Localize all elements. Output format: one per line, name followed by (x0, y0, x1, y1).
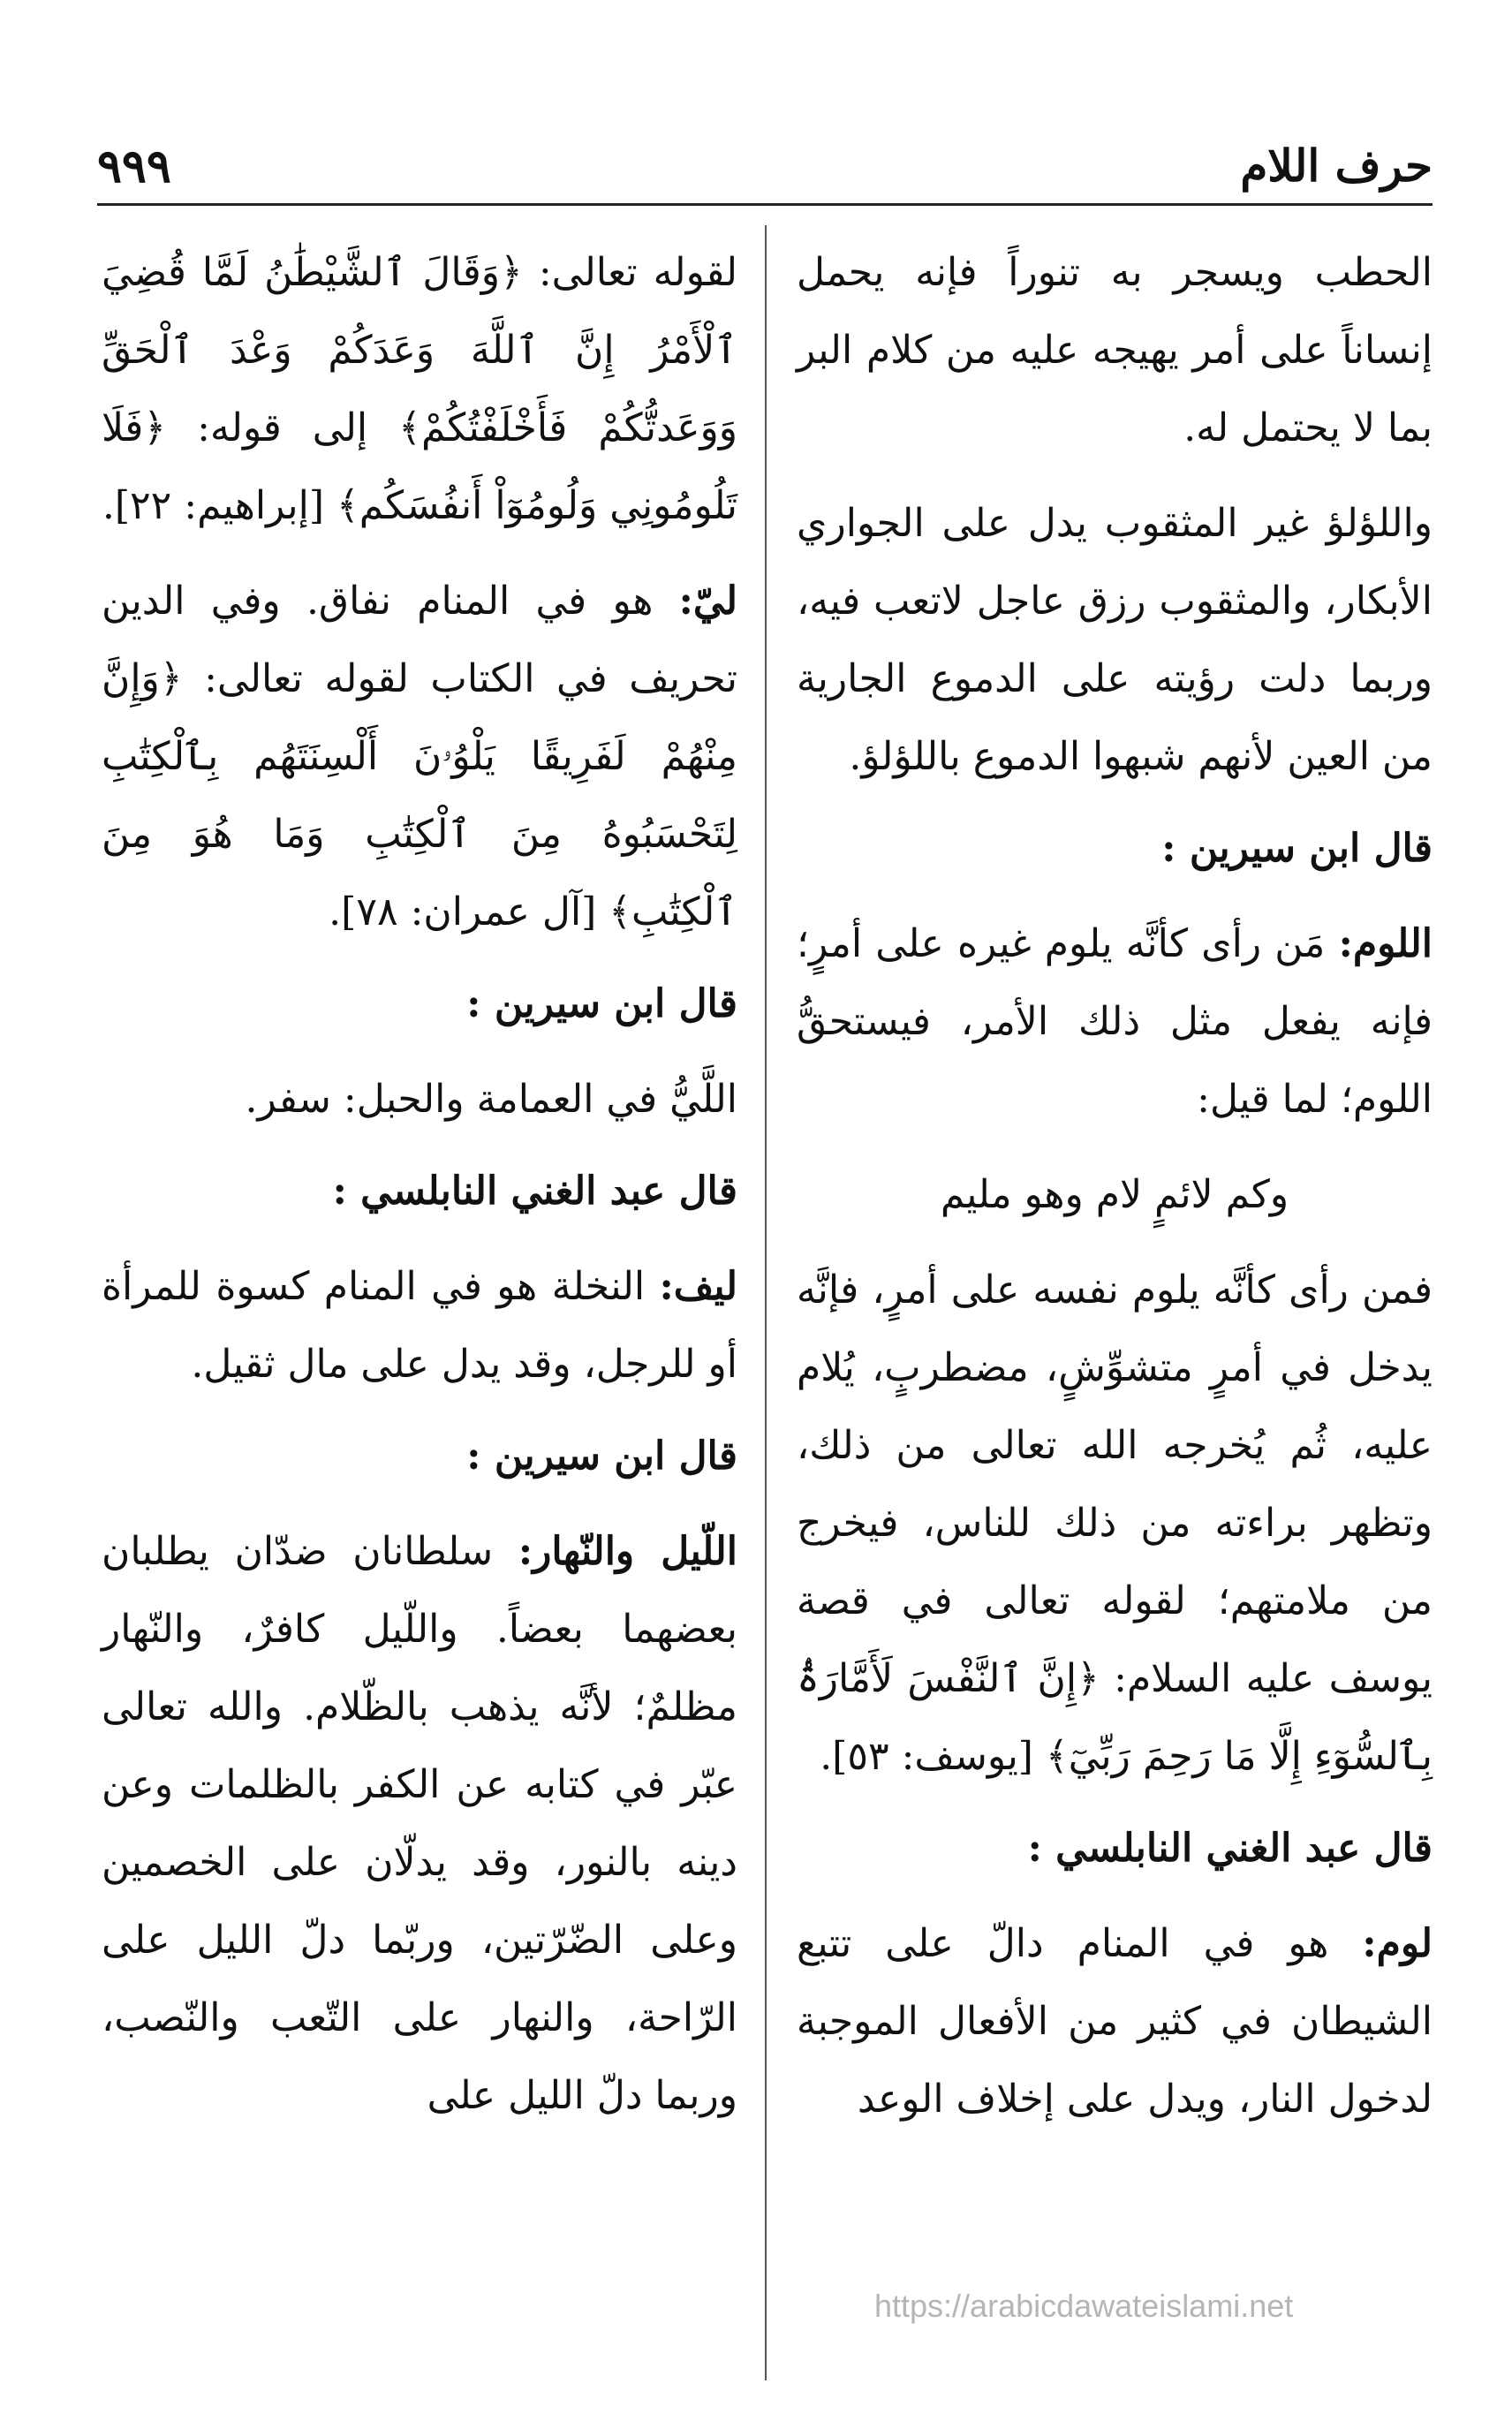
paragraph: اللَّيُّ في العمامة والحبل: سفر. (245, 1077, 737, 1122)
paragraph-text: فمن رأى كأنَّه يلوم نفسه على أمرٍ، فإنَّه يدخل في أمرٍ متشوِّشٍ، مضطربٍ، يُلام عليه، ثُم يُخرجه الله تعالى من ذلك، وتظهر براءته من ذلك للناس، فيخرج من ملامتهم؛ لقوله تعالى في قصة يوسف عليه السلام: (797, 1267, 1433, 1701)
entry-text: مَن رأى كأنَّه يلوم غيره على أمرٍ؛ فإنه يفعل مثل ذلك الأمر، فيستحقُّ اللوم؛ لما قيل: (797, 921, 1433, 1122)
section-title: حرف اللام (1240, 140, 1433, 192)
section-heading: قال ابن سيرين : (466, 1434, 737, 1479)
entry-term: اللّيل والنّهار: (518, 1529, 737, 1574)
poem-line: وكم لائمٍ لام وهو مليم (940, 1172, 1289, 1217)
entry-text: هو في المنام نفاق. وفي الدين تحريف في الكتاب لقوله تعالى: (102, 579, 737, 701)
dictionary-entry (797, 905, 1433, 1139)
paragraph: الحطب ويسجر به تنوراً فإنه يحمل إنساناً على أمر يهيجه عليه من كلام البر بما لا يحتمل له. (797, 250, 1433, 450)
section-heading: قال ابن سيرين : (466, 981, 737, 1026)
section-heading: قال عبد الغني النابلسي : (332, 1169, 737, 1214)
paragraph-text: إلى قوله: (166, 405, 399, 450)
column-divider (765, 225, 767, 2380)
verse-reference: [يوسف: ٥٣]. (820, 1734, 1046, 1779)
left-column (102, 234, 737, 2153)
right-column (797, 234, 1433, 2156)
running-head (97, 132, 1433, 206)
watermark-url: https://arabicdawateislami.net (874, 2288, 1294, 2324)
entry-text: هو في المنام دالّ على تتبع الشيطان في كثير من الأفعال الموجبة لدخول النار، ويدل على إخلاف الوعد (797, 1921, 1433, 2122)
quran-verse: ﴿وَقَالَ ٱلشَّيْطَٰنُ لَمَّا قُضِيَ ٱلْأَمْرُ إِنَّ ٱللَّهَ وَعَدَكُمْ وَعْدَ ٱلْحَقِّ وَوَعَدتُّكُمْ فَأَخْلَفْتُكُمْ﴾ (102, 250, 737, 450)
quran-verse: ﴿وَإِنَّ مِنْهُمْ لَفَرِيقًا يَلْوُۥنَ أَلْسِنَتَهُم بِٱلْكِتَٰبِ لِتَحْسَبُوهُ مِنَ ٱلْكِتَٰبِ وَمَا هُوَ مِنَ ٱلْكِتَٰبِ﴾ (102, 656, 737, 935)
entry-text: النخلة هو في المنام كسوة للمرأة أو للرجل، وقد يدل على مال ثقيل. (102, 1264, 737, 1387)
section-heading: قال ابن سيرين : (1161, 826, 1433, 871)
entry-term: اللوم: (1338, 921, 1433, 966)
entry-text: سلطانان ضدّان يطلبان بعضهما بعضاً. واللّيل كافرٌ، والنّهار مظلمٌ؛ لأنَّه يذهب بالظّلام. والله تعالى عبّر في كتابه عن الكفر بالظلمات وعن دينه بالنور، وقد يدلّان على الخصمين وعلى الضّرّتين، وربّما دلّ الليل على الرّاحة، والنهار على التّعب والنّصب، وربما دلّ الليل على (102, 1529, 737, 2118)
paragraph (797, 1252, 1433, 1796)
entry-term: ليّ: (678, 579, 737, 624)
paragraph: واللؤلؤ غير المثقوب يدل على الجواري الأبكار، والمثقوب رزق عاجل لاتعب فيه، وربما دلت رؤيته على الدموع الجارية من العين لأنهم شبهوا الدموع باللؤلؤ. (797, 501, 1433, 779)
quran-verse: ﴿إِنَّ ٱلنَّفْسَ لَأَمَّارَةُۢ بِٱلسُّوٓءِ إِلَّا مَا رَحِمَ رَبِّيٓ﴾ (797, 1656, 1433, 1779)
dictionary-entry (102, 1248, 737, 1404)
paragraph-text: لقوله تعالى: (522, 250, 737, 295)
dictionary-entry (102, 563, 737, 951)
page-number: ٩٩٩ (97, 140, 171, 193)
verse-reference: [آل عمران: ٧٨]. (329, 889, 609, 935)
section-heading: قال عبد الغني النابلسي : (1027, 1826, 1433, 1871)
entry-term: لوم: (1362, 1921, 1433, 1966)
entry-term: ليف: (659, 1264, 737, 1309)
verse-reference: [إبراهيم: ٢٢]. (102, 483, 336, 528)
quran-verse: ﴿فَلَا تَلُومُونِي وَلُومُوٓاْ أَنفُسَكُم﴾ (102, 405, 737, 528)
paragraph (102, 234, 737, 545)
dictionary-entry (797, 1905, 1433, 2138)
dictionary-entry (102, 1513, 737, 2135)
